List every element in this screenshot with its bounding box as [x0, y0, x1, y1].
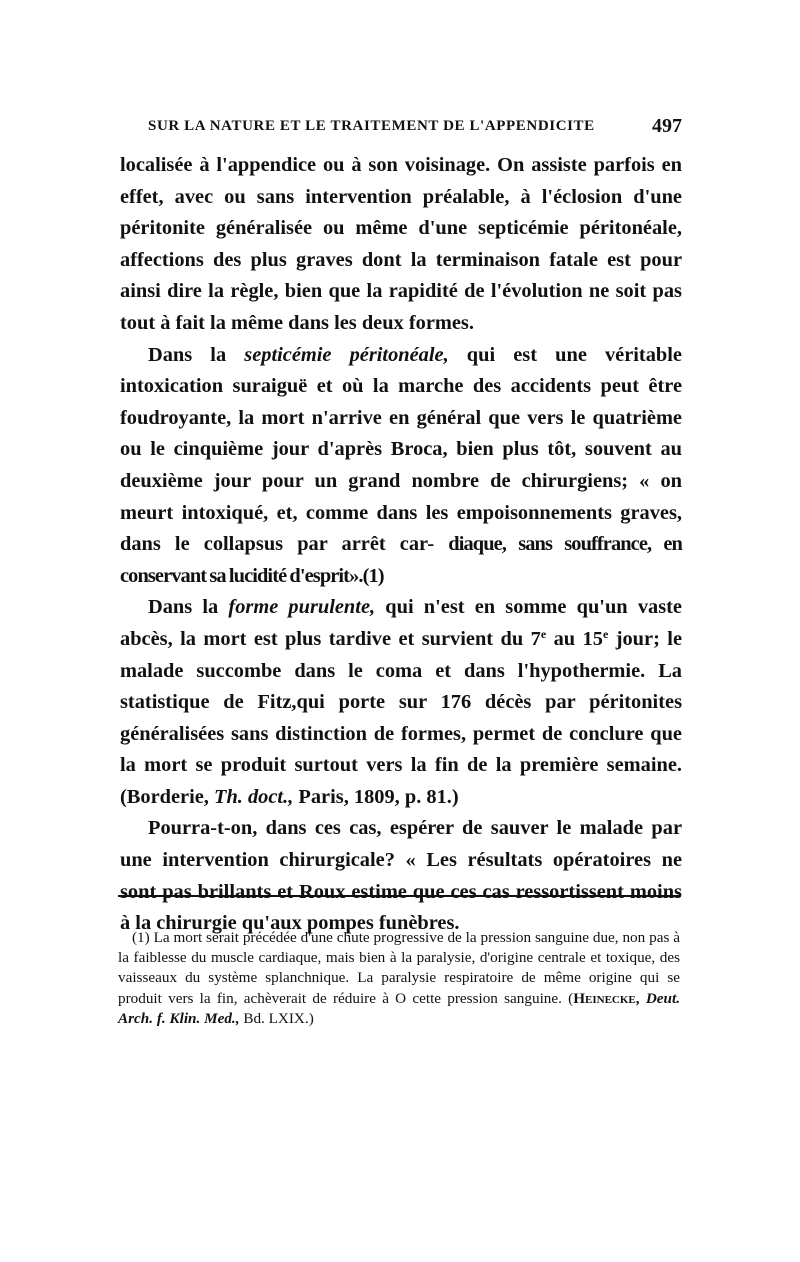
superscript-e-2: e — [602, 626, 609, 641]
superscript-e-1: e — [540, 626, 547, 641]
paragraph-1 — [120, 150, 682, 340]
paragraph-3-text-c: jour; le malade succombe dans le coma et dans l'hypothermie. La statistique de Fitz,qui porte sur 176 décès par péritonites généralisées sans distinction de formes, permet de conclure que la mort se produit surtout vers la fin de la première semaine. (Borderie, — [120, 627, 683, 808]
emphasis-septicemie: septicémie péritonéale, — [244, 343, 449, 366]
page-number: 497 — [652, 115, 682, 137]
paragraph-2 — [120, 340, 682, 593]
paragraph-3-text-a: qui n'est en somme qu'un vaste abcès, la mort est plus tardive et survient du 7 — [120, 596, 682, 650]
emphasis-forme-purulente: forme purulente, — [228, 596, 376, 619]
paragraph-3 — [120, 592, 682, 813]
paragraph-2-lead: Dans la — [148, 343, 245, 366]
footnote — [118, 928, 680, 1029]
paragraph-4-text: Pourra-t-on, dans ces cas, espérer de sauver le malade par une intervention chirurgicale? « Les résultats opératoires ne sont pas brillants et Roux estime que ces cas ressortissent moins à la chirurgie qu'aux pompes funèbres. — [120, 817, 682, 935]
page-header — [148, 115, 682, 142]
footnote-paragraph — [118, 928, 680, 1029]
footnote-journal: Deut. Arch. f. Klin. Med., — [118, 989, 680, 1027]
footnote-text: (1) La mort serait précédée d'une chute progressive de la pression sanguine due, non pas à la faiblesse du muscle cardiaque, mais bien à la paralysie, d'origine centrale et toxique, des vaisseaux du système splanchnique. La paralysie respiratoire de même origine qui se produit vers la fin, achèverait de réduire à O cette pression sanguine. ( — [118, 929, 680, 1007]
paragraph-3-text-b: au 15 — [546, 627, 603, 650]
paragraph-3-end: Paris, 1809, p. 81.) — [293, 785, 459, 808]
running-head: SUR LA NATURE ET LE TRAITEMENT DE L'APPENDICITE — [148, 118, 595, 134]
footnote-separator — [118, 895, 680, 897]
paragraph-1-text: localisée à l'appendice ou à son voisinage. On assiste parfois en effet, avec ou sans intervention préalable, à l'éclosion d'une péritonite généralisée ou même d'une septicémie péritonéale, affections des plus graves dont la terminaison fatale est pour ainsi dire la règle, bien que la rapidité de l'évolution ne soit pas tout à fait la même dans les deux formes. — [120, 154, 682, 334]
citation-title: Th. doct., — [214, 785, 294, 808]
paragraph-2-text: qui est une véritable intoxication suraiguë et où la marche des accidents peut être foudroyante, la mort n'arrive en général que vers le quatrième ou le cinquième jour d'après Broca, bien plus tôt, souvent au deuxième jour pour un grand nombre de chirurgiens; « on meurt intoxiqué, et, comme dans les empoisonnements graves, dans le collapsus par arrêt car- — [120, 343, 682, 556]
paragraph-2-last-line: diaque, sans souffrance, en conservant sa lucidité d'esprit».(1) — [120, 533, 682, 587]
footnote-end: Bd. LXIX.) — [239, 1009, 314, 1027]
paragraph-3-lead: Dans la — [148, 596, 229, 619]
paragraph-4 — [120, 813, 682, 939]
main-text — [120, 150, 682, 940]
footnote-author: Heinecke, — [573, 989, 640, 1007]
